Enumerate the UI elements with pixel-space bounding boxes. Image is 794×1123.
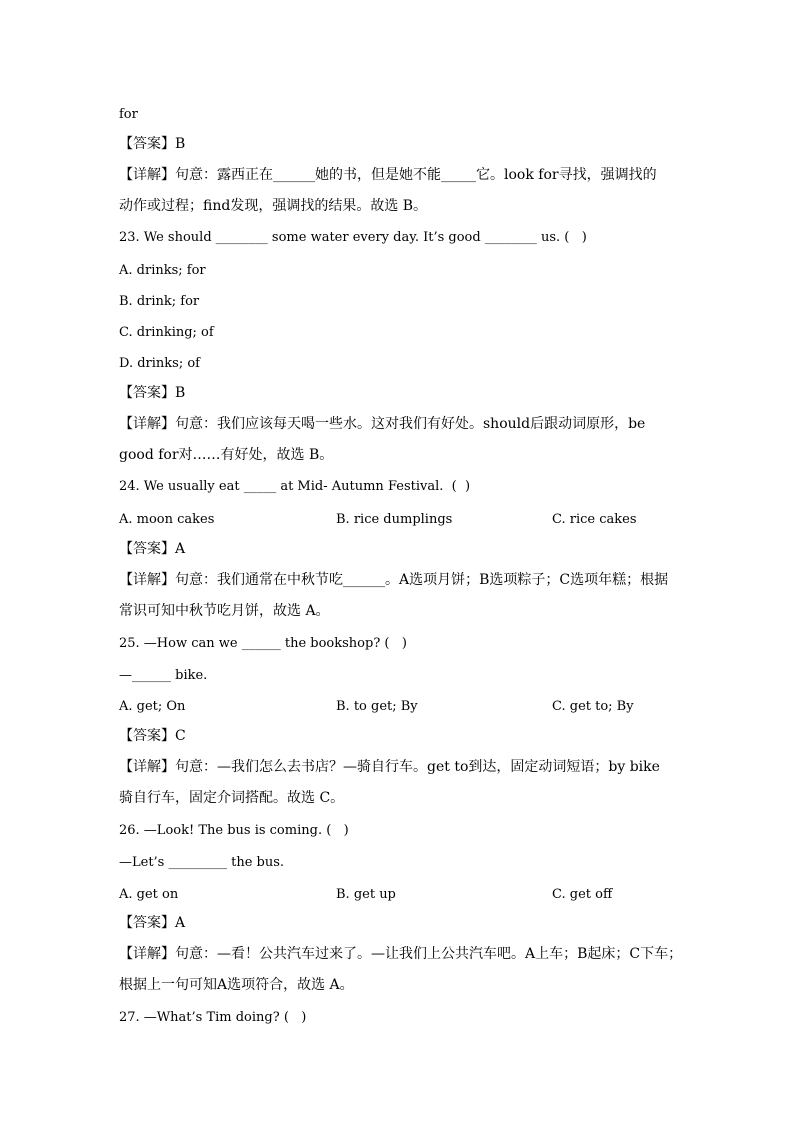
explanation-text: 【详解】句意：露西正在______她的书，但是她不能_____它。look for寻找，强调找的	[119, 167, 657, 183]
answer-label: 【答案】C	[119, 728, 186, 744]
question-reply: —Let’s _________ the bus.	[119, 855, 285, 870]
question-24: 24. We usually eat _____ at Mid- Autumn Festival. ( )	[119, 479, 471, 494]
options-row	[119, 886, 719, 904]
explanation-text: 根据上一句可知A选项符合，故选 A。	[119, 977, 354, 993]
question-reply: —______ bike.	[119, 668, 208, 683]
question-23: 23. We should ________ some water every day. It’s good ________ us. ( )	[119, 230, 587, 245]
explanation-text: 【详解】句意：—我们怎么去书店？—骑自行车。get to到达，固定动词短语；by bike	[119, 759, 660, 775]
answer-label: 【答案】B	[119, 385, 186, 401]
option-b: B. get up	[336, 887, 396, 902]
option-c: C. get off	[552, 887, 613, 902]
option-a: A. get on	[119, 887, 179, 902]
option-b: B. rice dumplings	[336, 512, 453, 527]
explanation-text: 【详解】句意：—看！公共汽车过来了。—让我们上公共汽车吧。A上车；B起床；C下车；	[119, 946, 683, 962]
option-b: B. to get; By	[336, 699, 418, 714]
option-c: C. drinking; of	[119, 325, 214, 340]
options-row	[119, 698, 719, 716]
answer-label: 【答案】A	[119, 541, 186, 557]
explanation-text: 动作或过程；find发现，强调找的结果。故选 B。	[119, 198, 428, 214]
option-a: A. moon cakes	[119, 512, 215, 527]
question-27: 27. —What’s Tim doing? ( )	[119, 1010, 307, 1025]
question-25: 25. —How can we ______ the bookshop? ( )	[119, 636, 407, 651]
text-line: for	[119, 107, 138, 122]
option-d: D. drinks; of	[119, 356, 200, 371]
option-c: C. get to; By	[552, 699, 634, 714]
explanation-text: good for对……有好处，故选 B。	[119, 447, 334, 463]
explanation-text: 【详解】句意：我们通常在中秋节吃______。A选项月饼；B选项粽子；C选项年糕；根据	[119, 572, 669, 588]
question-26: 26. —Look! The bus is coming. ( )	[119, 823, 349, 838]
options-row	[119, 511, 719, 529]
option-b: B. drink; for	[119, 294, 200, 309]
option-a: A. drinks; for	[119, 263, 206, 278]
option-c: C. rice cakes	[552, 512, 637, 527]
option-a: A. get; On	[119, 699, 186, 714]
explanation-text: 常识可知中秋节吃月饼，故选 A。	[119, 603, 330, 619]
answer-label: 【答案】B	[119, 136, 186, 152]
explanation-text: 骑自行车，固定介词搭配。故选 C。	[119, 790, 345, 806]
answer-label: 【答案】A	[119, 915, 186, 931]
explanation-text: 【详解】句意：我们应该每天喝一些水。这对我们有好处。should后跟动词原形，be	[119, 416, 646, 432]
